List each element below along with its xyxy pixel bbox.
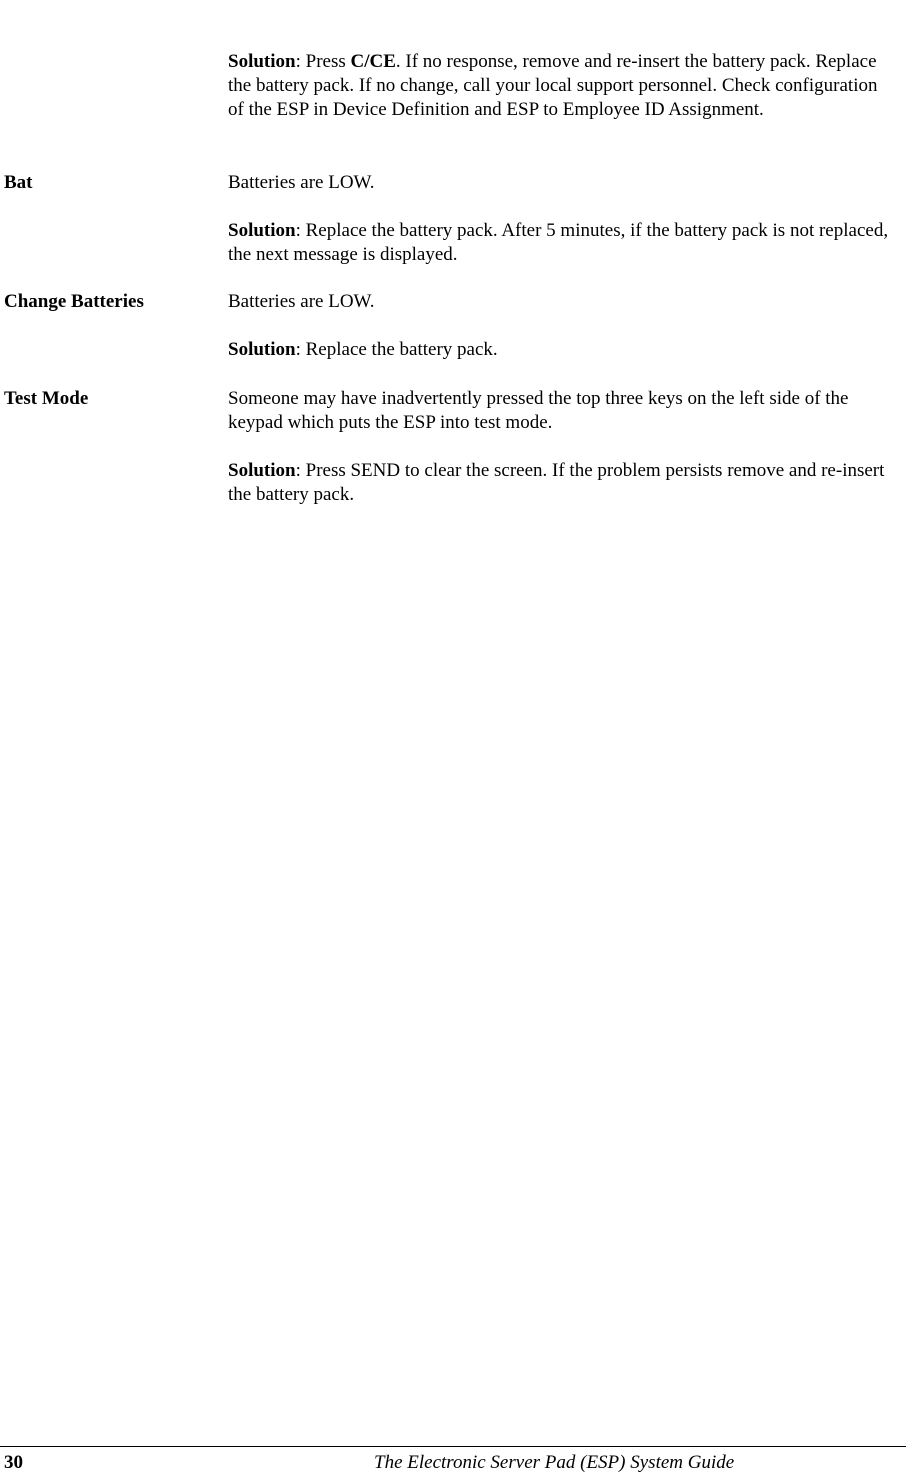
description-paragraph: Batteries are LOW.: [228, 172, 375, 193]
key-name: C/CE: [350, 51, 396, 72]
solution-text: : Press: [295, 51, 351, 72]
solution-label: Solution: [228, 51, 296, 72]
message-term: Test Mode: [4, 388, 89, 409]
solution-paragraph: [228, 50, 896, 122]
solution-text: : Replace the battery pack.: [295, 339, 498, 360]
solution-paragraph: [228, 459, 896, 507]
solution-paragraph: [228, 219, 896, 267]
page-number: 30: [4, 1452, 23, 1473]
description-paragraph: Batteries are LOW.: [228, 291, 375, 312]
message-term: Change Batteries: [4, 291, 144, 312]
solution-text: : Replace the battery pack. After 5 minutes, if the battery pack is not replaced, the next message is displayed.: [228, 220, 889, 265]
solution-paragraph: [228, 338, 896, 362]
solution-label: Solution: [228, 460, 296, 481]
message-term: Bat: [4, 172, 33, 193]
entry-description: [228, 387, 896, 507]
description-paragraph: Someone may have inadvertently pressed the top three keys on the left side of the keypad which puts the ESP into test mode.: [228, 388, 849, 433]
entry-description: [228, 50, 896, 122]
solution-label: Solution: [228, 339, 296, 360]
guide-title: The Electronic Server Pad (ESP) System Guide: [374, 1452, 735, 1473]
solution-label: Solution: [228, 220, 296, 241]
entry-description: [228, 171, 896, 267]
solution-text: . If no response, remove and re-insert the battery pack. Replace the battery pack. If no change, call your local support personnel. Check configuration of the ESP in Device Definition and ESP to Employee ID Assignment.: [228, 51, 878, 120]
footer-divider: [0, 1446, 906, 1447]
solution-text: : Press SEND to clear the screen. If the problem persists remove and re-insert the battery pack.: [228, 460, 885, 505]
entry-description: [228, 290, 896, 362]
